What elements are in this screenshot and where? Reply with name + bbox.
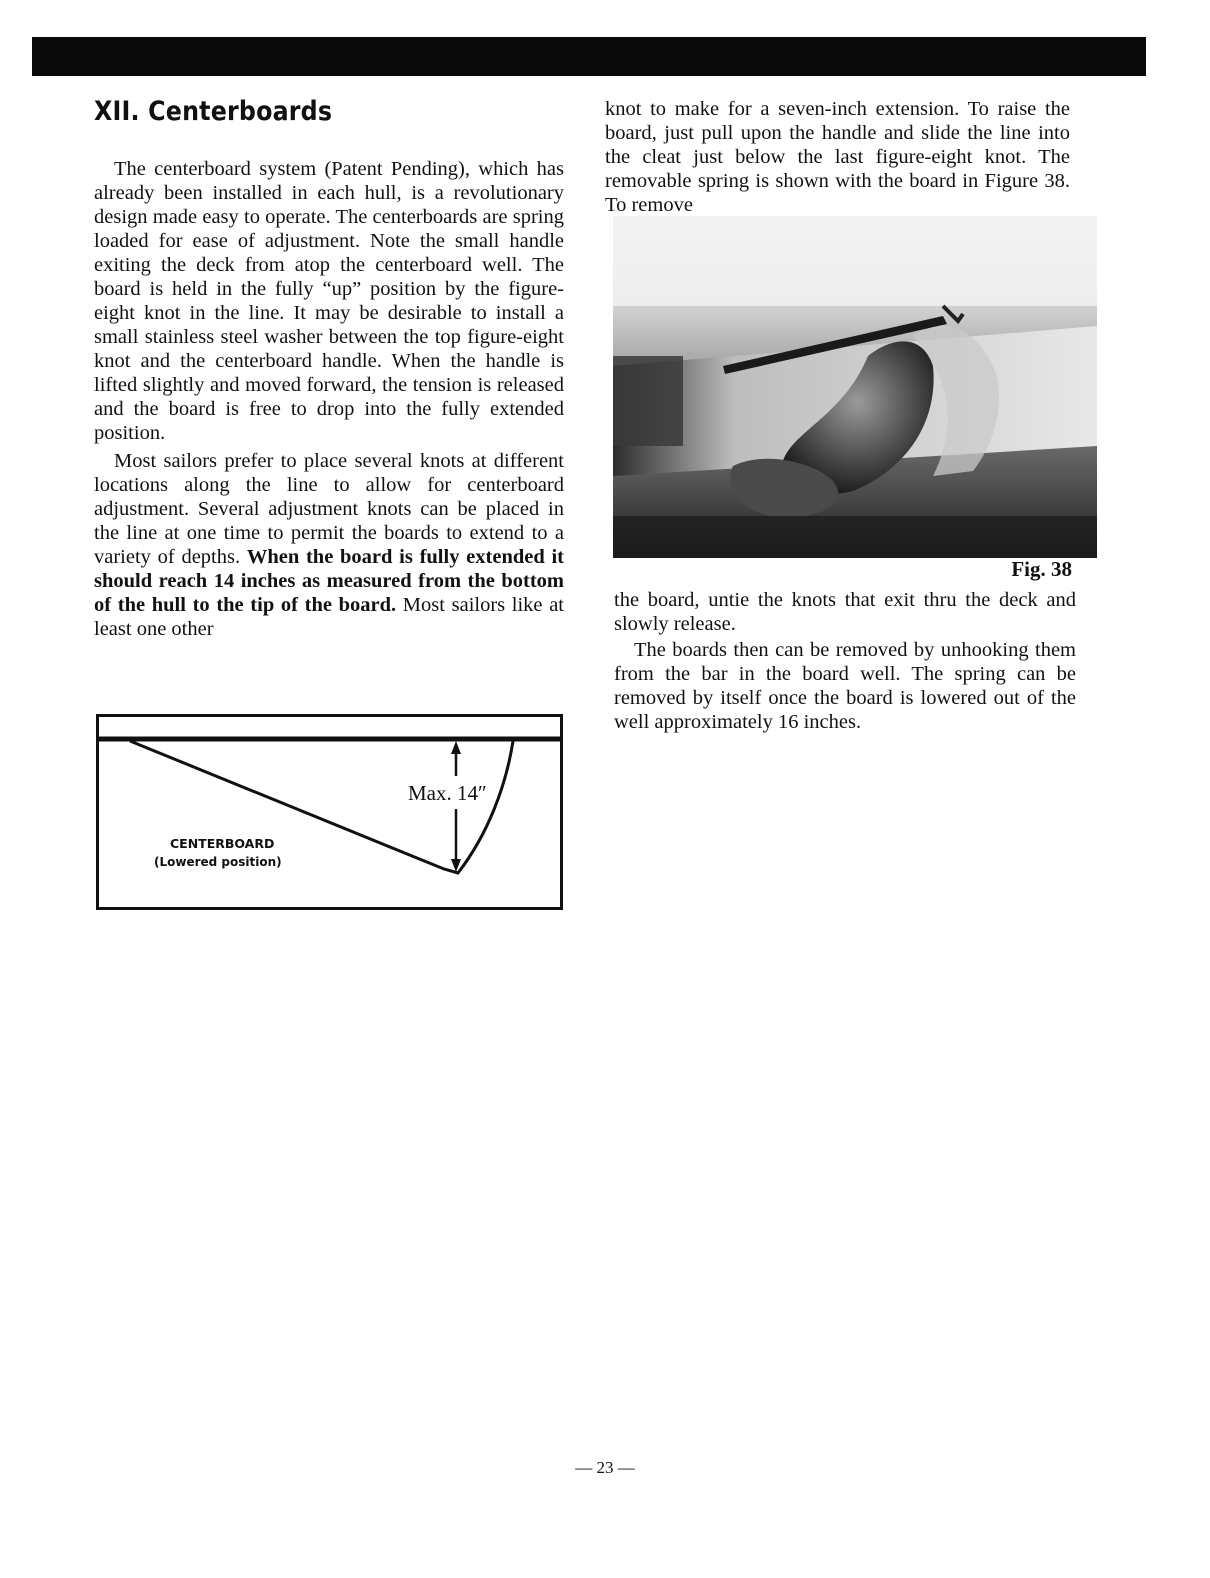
figure-caption: Fig. 38: [1011, 557, 1072, 581]
section-heading: XII. Centerboards: [94, 96, 333, 127]
paragraph-adjustment-end: Most sailors like at least one other: [94, 594, 564, 640]
right-column-bottom: [614, 588, 1076, 734]
top-black-bar: [32, 37, 1146, 76]
lowered-position-label: (Lowered position): [154, 855, 282, 869]
photo-bottom-shadow: [613, 516, 1097, 558]
centerboard-label: CENTERBOARD: [170, 836, 275, 851]
dark-deck-edge: [613, 356, 683, 446]
max-depth-label: Max. 14″: [408, 781, 487, 805]
photo-light-area: [613, 216, 1097, 306]
paragraph-centerboard-system: The centerboard system (Patent Pending), which has already been installed in each hull, is a revolutionary design made easy to operate. The centerboards are spring loaded for ease of adjustment. Note the small handle exiting the deck from atop the centerboard well. The board is held in the fully “up” position by the figure-eight knot in the line. It may be desirable to install a small stainless steel washer between the top figure-eight knot and the centerboard handle. When the handle is lifted slightly and moved forward, the tension is released and the board is free to drop into the fully extended position.: [94, 158, 564, 444]
right-column-top: [605, 97, 1070, 217]
left-column: [94, 157, 564, 641]
paragraph-adjustment-start: Most sailors prefer to place several knots at different locations along the line to allow for centerboard adjustment. Several adjustment knots can be placed in the line at one time to permit the boards to extend to a variety of depths.: [94, 450, 564, 568]
figure-38-photo: [613, 216, 1097, 558]
centerboard-diagram: [96, 714, 566, 912]
measure-arrow-up-icon: [451, 741, 461, 754]
paragraph-continuation: knot to make for a seven-inch extension. To raise the board, just pull upon the handle and slide the line into the cleat just below the last figure-eight knot. The removable spring is shown with the board in Figure 38. To remove: [605, 98, 1070, 216]
paragraph-adjustment-knots: [94, 449, 564, 641]
page-number: — 23 —: [575, 1458, 635, 1477]
paragraph-unhooking: The boards then can be removed by unhooking them from the bar in the board well. The spring can be removed by itself once the board is lowered out of the well approximately 16 inches.: [614, 639, 1076, 733]
paragraph-remove-board: the board, untie the knots that exit thru the deck and slowly release.: [614, 589, 1076, 635]
extension-emphasis: When the board is fully extended it should reach 14 inches as measured from the bottom of the hull to the tip of the board.: [94, 546, 564, 616]
